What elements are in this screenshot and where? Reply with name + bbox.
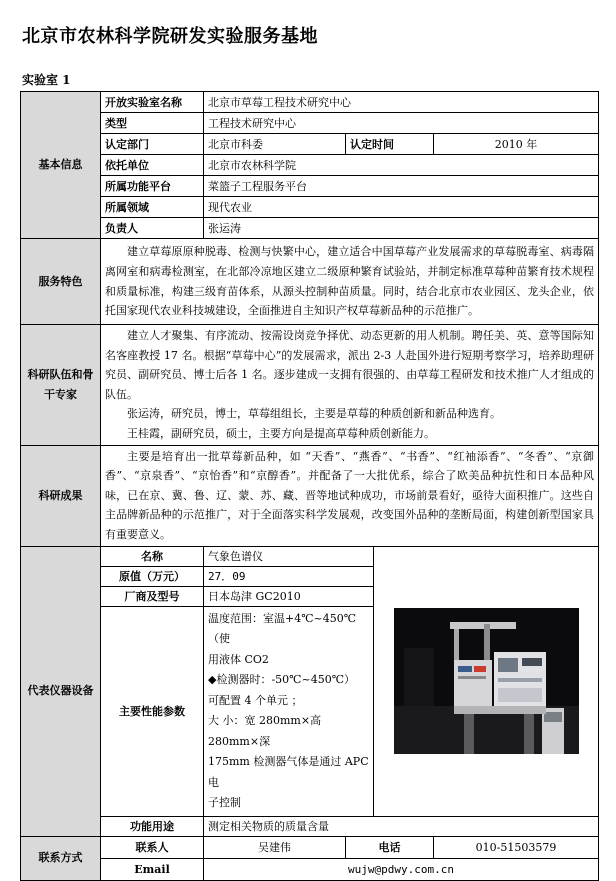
platform-value: 菜篮子工程服务平台 [204,176,599,197]
lab-label: 实验室 1 [22,73,71,87]
open-lab-label: 开放实验室名称 [101,92,204,113]
cert-time-value: 2010 年 [434,134,599,155]
perf-line: 可配置 4 个单元 ； [208,693,303,707]
cert-time-label: 认定时间 [346,134,434,155]
instrument-price-label: 原值（万元） [101,566,204,586]
instrument-maker-label: 厂商及型号 [101,586,204,606]
contact-person-value: 吴建伟 [204,836,346,858]
field-label: 所属领域 [101,197,204,218]
contact-phone-label: 电话 [346,836,434,858]
contact-email-label: Email [101,858,204,880]
instrument-perf-label: 主要性能参数 [101,606,204,816]
section-contact: 联系方式 [21,836,101,880]
instrument-maker-value: 日本岛津 GC2010 [204,586,374,606]
section-basic-info: 基本信息 [21,92,101,239]
section-features: 服务特色 [21,239,101,325]
gas-chromatograph-image [394,608,579,754]
contact-email-value[interactable]: wujw@pdwy.com.cn [204,858,599,880]
perf-line: 175mm 检测器气体是通过 APC 电 [208,755,369,789]
contact-person-label: 联系人 [101,836,204,858]
lab-info-table [20,91,599,881]
results-paragraph: 主要是培育出一批草莓新品种，如 “天香”、“燕香”、“书香”、“红袖添香”、“冬香”、“京御香”、“京泉香”、“京怡香”和“京醇香”。并配备了一大批优系，综合了欧美品种抗性和日本品种风味，已在京、冀、鲁、辽、蒙、苏、藏、晋等地试种成功，市场前景看好，亟待大面积推广。这些自主品牌新品种的示范推广，对于全面落实科学发展观，改变国外品种的垄断局面，构建创新型国家具有重要意义。 [105,449,594,541]
person-label: 负责人 [101,218,204,239]
platform-label: 所属功能平台 [101,176,204,197]
section-team: 科研队伍和骨干专家 [21,325,101,446]
instrument-photo-cell [374,546,599,816]
field-value: 现代农业 [204,197,599,218]
host-label: 依托单位 [101,155,204,176]
perf-line: ◆检测器时：-50℃~450℃） [208,673,355,687]
features-paragraph: 建立草莓原原种脱毒、检测与快繁中心，建立适合中国草莓产业发展需求的草莓脱毒室、病毒隔离网室和病毒检测室，在北部冷凉地区建立二级原种繁育试验站，并制定标准草莓种苗繁育技术规程和质量标准，构建三级育苗体系，从源头控制种苗质量。同时，结合北京市农业园区、龙头企业，依托国家现代农业科技城建设，全面推进自主知识产权草莓新品种的示范推广。 [105,245,594,318]
section-instrument: 代表仪器设备 [21,546,101,836]
type-label: 类型 [101,113,204,134]
results-text [101,445,599,546]
page-title: 北京市农林科学院研发实验服务基地 [22,26,318,47]
instrument-photo [394,608,579,754]
perf-line: 温度范围：室温+4℃~450℃（使 [208,611,357,646]
perf-line: 子控制 [208,796,241,810]
instrument-use-value: 测定相关物质的质量含量 [204,816,599,836]
open-lab-value: 北京市草莓工程技术研究中心 [204,92,599,113]
host-value: 北京市农林科学院 [204,155,599,176]
perf-line: 大 小：宽 280mm×高 280mm×深 [208,714,322,748]
cert-dept-label: 认定部门 [101,134,204,155]
type-value: 工程技术研究中心 [204,113,599,134]
instrument-use-label: 功能用途 [101,816,204,836]
team-paragraph-1: 建立人才聚集、有序流动、按需设岗竞争择优、动态更新的用人机制。聘任美、英、意等国际知名客座教授 17 名。根据“草莓中心”的发展需求，派出 2-3 人赴国外进行短期考察学习，培养助理研究员、副研究员、博士后各 1 名。逐步建成一支拥有很强的、由草莓工程研发和技术推广人才组成的队伍。 [105,329,594,401]
team-text [101,325,599,446]
instrument-price-value: 27．09 [204,566,374,586]
cert-dept-value: 北京市科委 [204,134,346,155]
contact-phone-value: 010-51503579 [434,836,599,858]
team-paragraph-3: 王桂霞，副研究员，硕士，主要方向是提高草莓种质创新能力。 [127,426,435,440]
features-text [101,239,599,325]
instrument-name-label: 名称 [101,546,204,566]
instrument-perf-value [204,606,374,816]
instrument-name-value: 气象色谱仪 [204,546,374,566]
section-results: 科研成果 [21,445,101,546]
person-value: 张运涛 [204,218,599,239]
perf-line: 用液体 CO2 [208,652,269,666]
team-paragraph-2: 张运涛，研究员，博士，草莓组组长，主要是草莓的种质创新和新品种选育。 [127,407,501,421]
